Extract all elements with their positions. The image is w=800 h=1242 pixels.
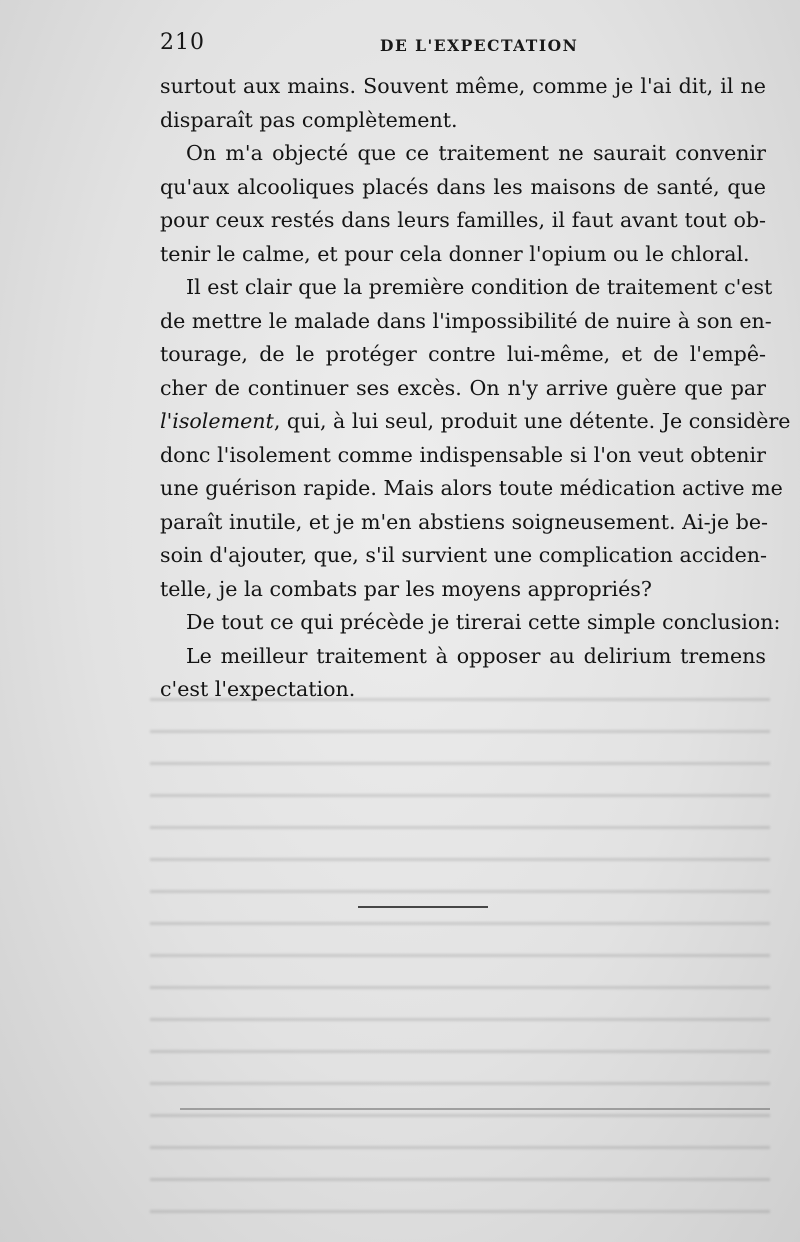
text-line: surtout aux mains. Souvent même, comme je l'ai dit, il ne	[160, 74, 766, 98]
text-line	[160, 405, 791, 439]
text-line: de mettre le malade dans l'impossibilité de nuire à son en-	[160, 308, 772, 333]
section-separator	[358, 906, 488, 908]
text-line: qu'aux alcooliques placés dans les maisons de santé, que	[160, 174, 766, 199]
text-fragment: , qui, à lui seul, produit une détente. Je considère	[273, 409, 791, 433]
body-text	[160, 70, 791, 707]
paragraph-5	[160, 640, 766, 707]
page-header	[160, 30, 770, 60]
text-line: telle, je la combats par les moyens appropriés?	[160, 576, 652, 601]
text-line: soin d'ajouter, que, s'il survient une complication acciden-	[160, 543, 767, 567]
text-line: c'est l'expectation.	[160, 677, 356, 701]
text-line: pour ceux restés dans leurs familles, il faut avant tout ob-	[160, 208, 766, 232]
paragraph-1	[160, 70, 766, 137]
text-line: Le meilleur traitement à opposer au delirium tremens	[186, 643, 766, 668]
italic-term: l'isolement	[160, 409, 274, 433]
text-line: On m'a objecté que ce traitement ne saurait convenir	[186, 141, 766, 165]
text-line: Il est clair que la première condition de traitement c'est	[186, 275, 773, 299]
text-line: disparaît pas complètement.	[160, 107, 458, 132]
paragraph-3	[160, 271, 791, 606]
text-line: tourage, de le protéger contre lui-même, et de l'empê-	[160, 342, 766, 366]
text-line: cher de continuer ses excès. On n'y arrive guère que par	[160, 375, 766, 400]
running-head: DE L'EXPECTATION	[380, 36, 579, 55]
paragraph-2	[160, 137, 766, 271]
text-line: De tout ce qui précède je tirerai cette simple conclusion:	[186, 610, 781, 634]
reverse-side-footnote-rule	[180, 1108, 770, 1110]
reverse-side-show-through	[150, 680, 770, 1220]
text-line: tenir le calme, et pour cela donner l'opium ou le chloral.	[160, 241, 750, 266]
paragraph-4	[160, 606, 781, 640]
text-line: paraît inutile, et je m'en abstiens soigneusement. Ai-je be-	[160, 509, 769, 534]
page-number: 210	[160, 30, 205, 55]
text-line: donc l'isolement comme indispensable si l'on veut obtenir	[160, 442, 766, 467]
text-line: une guérison rapide. Mais alors toute médication active me	[160, 476, 783, 500]
